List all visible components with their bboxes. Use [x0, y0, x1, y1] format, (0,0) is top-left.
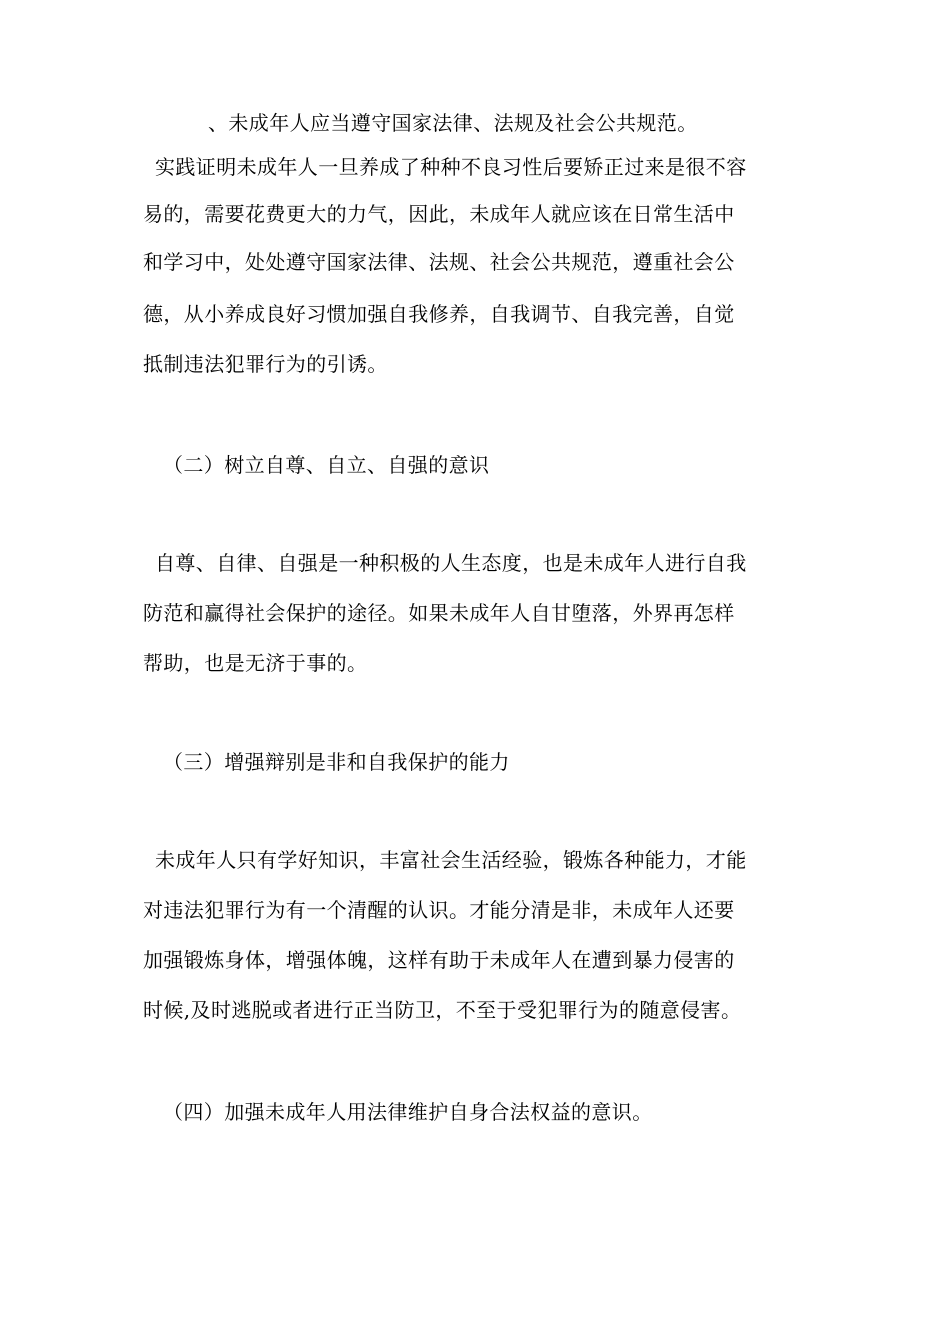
section1-line-3: 和学习中，处处遵守国家法律、法规、社会公共规范，遵重社会公 [143, 250, 735, 274]
section1-line-2: 易的，需要花费更大的力气，因此，未成年人就应该在日常生活中 [143, 202, 735, 226]
section1-heading: 、未成年人应当遵守国家法律、法规及社会公共规范。 [208, 111, 698, 135]
section3-line-1: 未成年人只有学好知识，丰富社会生活经验，锻炼各种能力，才能 [155, 848, 747, 872]
section1-line-5: 抵制违法犯罪行为的引诱。 [143, 352, 388, 376]
section3-heading: （三）增强辩别是非和自我保护的能力 [163, 750, 510, 774]
section1-line-1: 实践证明未成年人一旦养成了种种不良习性后要矫正过来是很不容 [155, 155, 747, 179]
section2-line-2: 防范和赢得社会保护的途径。如果未成年人自甘堕落，外界再怎样 [143, 601, 735, 625]
section2-line-1: 自尊、自律、自强是一种积极的人生态度，也是未成年人进行自我 [155, 551, 747, 575]
section4-heading: （四）加强未成年人用法律维护自身合法权益的意识。 [163, 1100, 653, 1124]
section2-heading: （二）树立自尊、自立、自强的意识 [163, 453, 490, 477]
section3-line-2: 对违法犯罪行为有一个清醒的认识。才能分清是非，未成年人还要 [143, 898, 735, 922]
section3-line-4: 时候,及时逃脱或者进行正当防卫，不至于受犯罪行为的随意侵害。 [143, 998, 742, 1022]
section2-line-3: 帮助，也是无济于事的。 [143, 651, 368, 675]
section1-line-4: 德，从小养成良好习惯加强自我修养，自我调节、自我完善，自觉 [143, 302, 735, 326]
section3-line-3: 加强锻炼身体，增强体魄，这样有助于未成年人在遭到暴力侵害的 [143, 948, 735, 972]
